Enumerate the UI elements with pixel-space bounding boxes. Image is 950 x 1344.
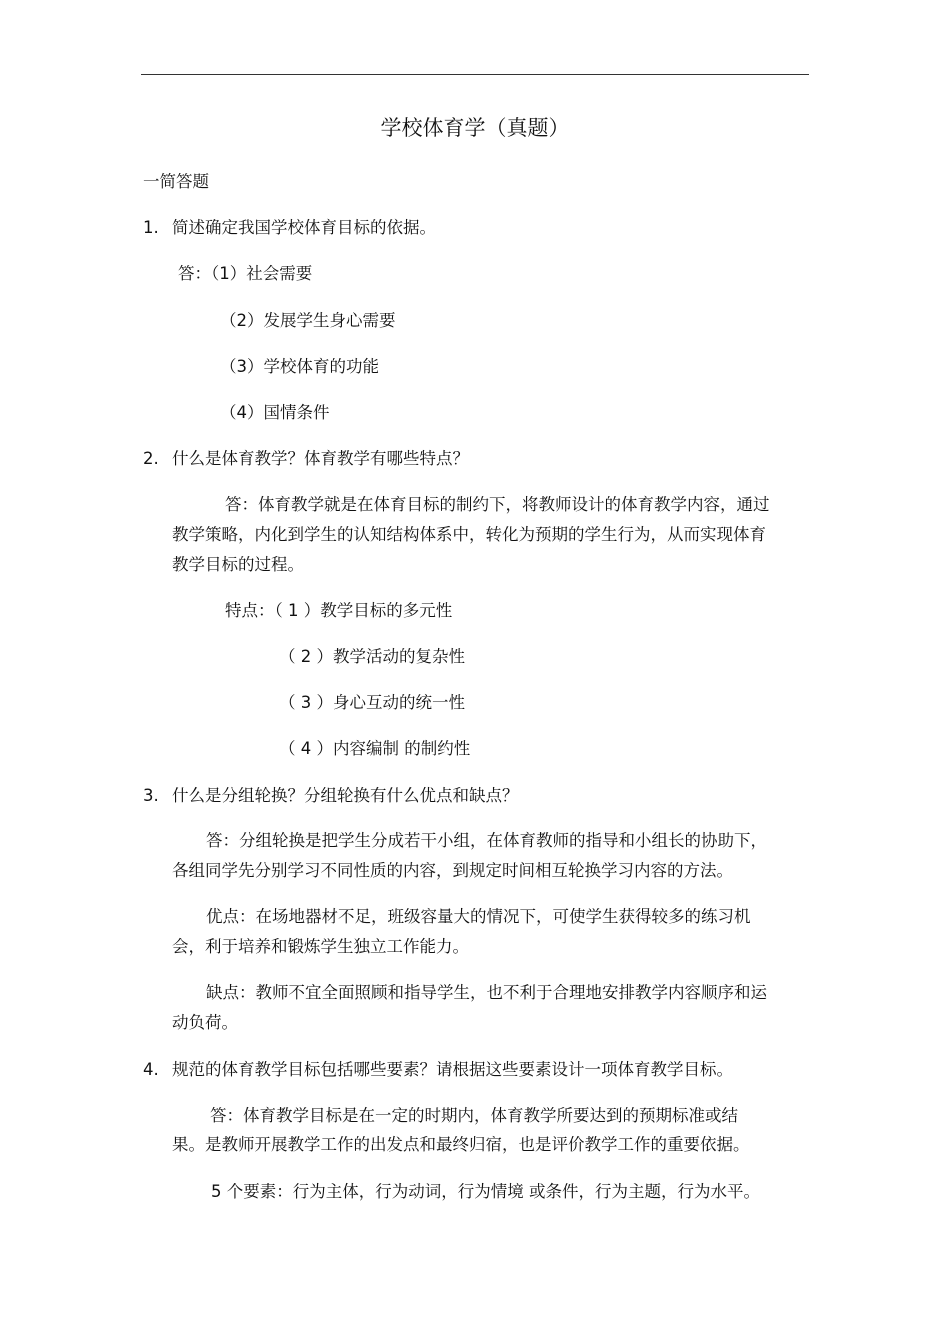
cons-line: 缺点：教师不宜全面照顾和指导学生，也不利于合理地安排教学内容顺序和运 (206, 983, 767, 1002)
feature-item: （ 4 ）内容编制 的制约性 (279, 739, 471, 758)
answer-item: （2）发展学生身心需要 (220, 311, 396, 330)
question-number: 3. (143, 786, 159, 805)
feature-item: （ 3 ）身心互动的统一性 (279, 693, 465, 712)
question-number: 4. (143, 1060, 159, 1079)
question-text: 什么是分组轮换？分组轮换有什么优点和缺点？ (172, 786, 519, 805)
answer-line: 各组同学先分别学习不同性质的内容，到规定时间相互轮换学习内容的方法。 (172, 861, 733, 880)
section-heading: 一简答题 (143, 172, 209, 191)
elements-line: 5 个要素：行为主体，行为动词，行为情境 或条件，行为主题，行为水平。 (211, 1182, 760, 1201)
answer-line: 教学目标的过程。 (172, 555, 304, 574)
answer-item: （3）学校体育的功能 (220, 357, 379, 376)
question-text: 规范的体育教学目标包括哪些要素？请根据这些要素设计一项体育教学目标。 (172, 1060, 733, 1079)
question-text: 什么是体育教学？体育教学有哪些特点？ (172, 449, 469, 468)
answer-line: 答：体育教学目标是在一定的时期内，体育教学所要达到的预期标准或结 (210, 1106, 738, 1125)
pros-line: 会，利于培养和锻炼学生独立工作能力。 (172, 937, 469, 956)
answer-line: 教学策略，内化到学生的认知结构体系中，转化为预期的学生行为，从而实现体育 (172, 525, 766, 544)
page-title: 学校体育学（真题） (380, 116, 570, 140)
header-rule (141, 74, 809, 75)
question-text: 简述确定我国学校体育目标的依据。 (172, 218, 436, 237)
question-number: 1. (143, 218, 159, 237)
answer-item: 答：（1）社会需要 (178, 264, 313, 283)
answer-line: 果。是教师开展教学工作的出发点和最终归宿，也是评价教学工作的重要依据。 (172, 1135, 750, 1154)
pros-line: 优点：在场地器材不足，班级容量大的情况下，可使学生获得较多的练习机 (206, 907, 751, 926)
feature-item: （ 2 ）教学活动的复杂性 (279, 647, 465, 666)
cons-line: 动负荷。 (172, 1013, 238, 1032)
feature-item: 特点：（ 1 ）教学目标的多元性 (225, 601, 453, 620)
answer-item: （4）国情条件 (220, 403, 330, 422)
answer-line: 答：体育教学就是在体育目标的制约下，将教师设计的体育教学内容，通过 (225, 495, 770, 514)
question-number: 2. (143, 449, 159, 468)
answer-line: 答：分组轮换是把学生分成若干小组，在体育教师的指导和小组长的协助下， (206, 831, 767, 850)
